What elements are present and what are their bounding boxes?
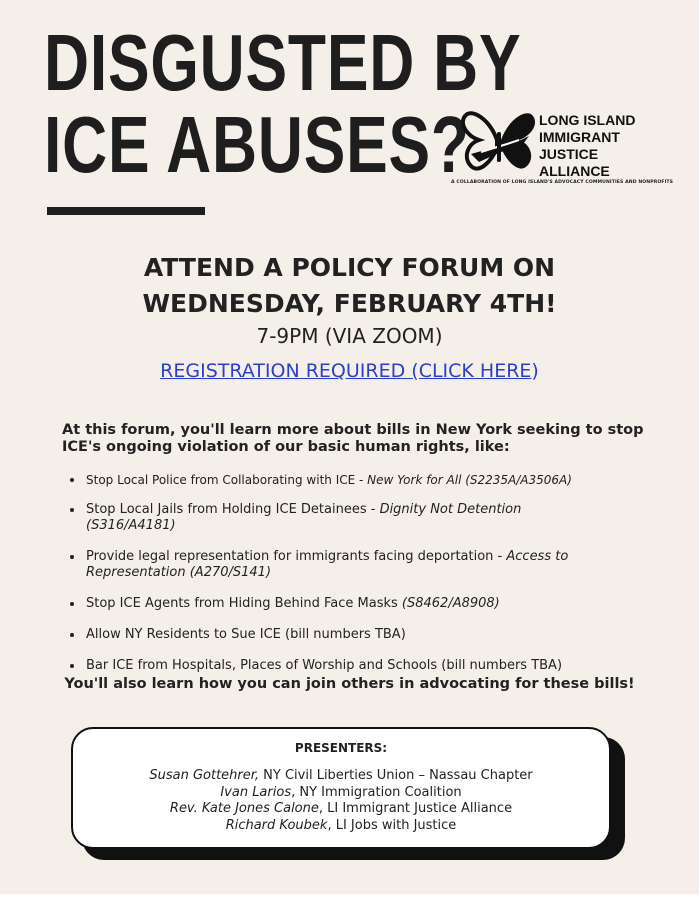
headline-line-1: DISGUSTED BY [44, 18, 522, 107]
logo-line-1: LONG ISLAND [539, 112, 636, 128]
logo-line-4: ALLIANCE [539, 163, 610, 179]
headline-line-2: ICE ABUSES? [44, 100, 470, 189]
lija-logo [451, 110, 674, 190]
bill-item: Stop Local Jails from Holding ICE Detainees - Dignity Not Detention (S316/A4181) [70, 502, 590, 534]
butterfly-icon [459, 110, 539, 178]
presenter: Richard Koubek, LI Jobs with Justice [225, 817, 457, 833]
headline [44, 18, 522, 189]
registration-paren: ) [531, 360, 539, 382]
registration-link[interactable]: REGISTRATION REQUIRED (CLICK HERE [160, 360, 532, 382]
bill-item: Bar ICE from Hospitals, Places of Worship and Schools (bill numbers TBA) [70, 658, 590, 674]
registration [0, 360, 699, 382]
event-line-1: ATTEND A POLICY FORUM ON [143, 253, 556, 282]
logo-tagline: A COLLABORATION OF LONG ISLAND'S ADVOCACY COMMUNITIES AND NONPROFITS [451, 180, 674, 185]
intro-text: At this forum, you'll learn more about bills in New York seeking to stop ICE's ongoing violation of our basic human rights, like: [62, 422, 644, 455]
presenter: Susan Gottehrer, NY Civil Liberties Union – Nassau Chapter [149, 768, 533, 783]
logo-line-3: JUSTICE [539, 146, 599, 162]
event-time: 7-9PM (VIA ZOOM) [256, 324, 443, 348]
presenters-list [73, 768, 609, 834]
bill-item: Allow NY Residents to Sue ICE (bill numbers TBA) [70, 627, 590, 643]
event-details [0, 250, 699, 350]
bill-item: Stop Local Police from Collaborating with ICE - New York for All (S2235A/A3506A) [70, 472, 590, 488]
advocacy-note: You'll also learn how you can join others in advocating for these bills! [64, 676, 635, 692]
presenters-heading: PRESENTERS: [294, 741, 388, 755]
headline-underline [47, 207, 205, 215]
logo-text [539, 112, 635, 180]
bill-item: Stop ICE Agents from Hiding Behind Face Masks (S8462/A8908) [70, 596, 590, 612]
presenter: Ivan Larios, NY Immigration Coalition [220, 784, 462, 800]
bill-item: Provide legal representation for immigrants facing deportation - Access to Representation (A270/S141) [70, 549, 570, 581]
bill-list [70, 472, 590, 674]
logo-line-2: IMMIGRANT [539, 129, 620, 145]
presenter: Rev. Kate Jones Calone, LI Immigrant Justice Alliance [169, 801, 513, 816]
presenters-box [71, 727, 611, 849]
page-bottom-edge [0, 894, 699, 904]
event-line-2: WEDNESDAY, FEBRUARY 4TH! [142, 289, 557, 318]
